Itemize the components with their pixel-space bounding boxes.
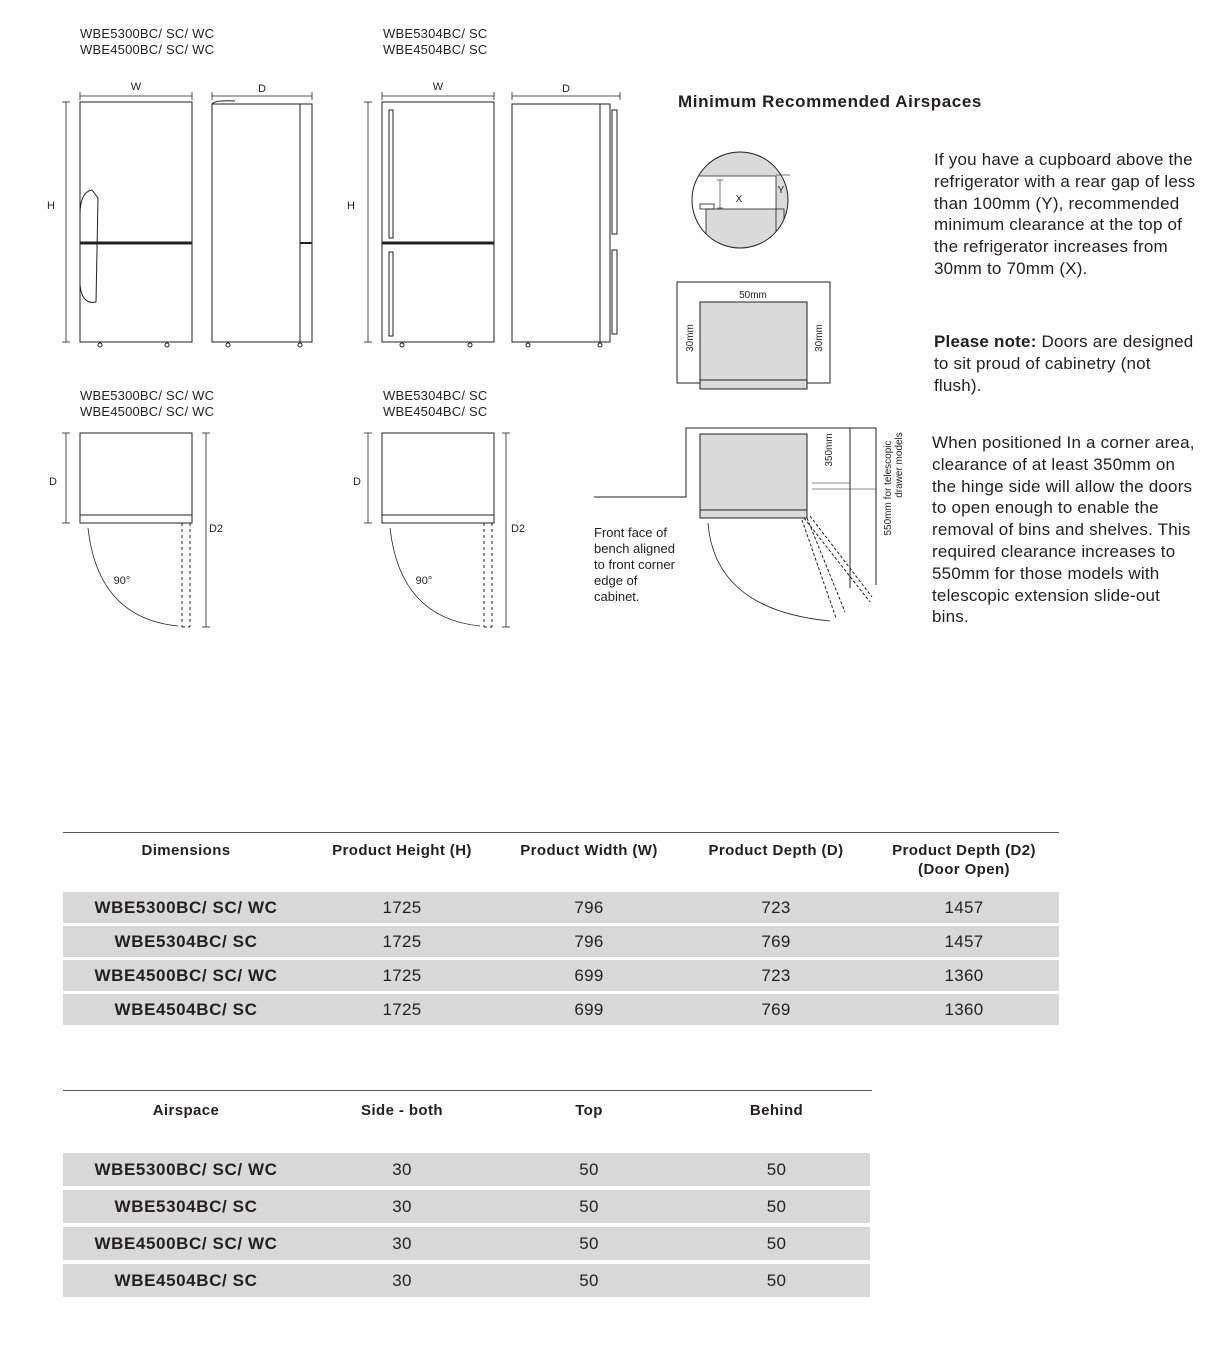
top-cell: 50 [495,1264,683,1297]
width-letter: W [432,81,444,93]
col-header: Top [575,1102,603,1119]
top-clearance-label: 50mm [739,290,767,301]
height-cell: 1725 [309,892,495,923]
side-cell: 30 [309,1153,495,1186]
top-cell: 50 [495,1190,683,1223]
table-top-rule [63,832,1059,833]
model-cell: WBE5304BC/ SC [63,1190,309,1223]
behind-cell: 50 [683,1227,870,1260]
model-line: WBE5304BC/ SC [383,388,488,403]
model-cell: WBE5304BC/ SC [63,926,309,957]
behind-cell: 50 [683,1190,870,1223]
depth-cell: 769 [683,926,869,957]
depth-letter: D [353,476,361,488]
angle-label: 90° [113,575,131,587]
col-header: Dimensions [141,842,231,859]
table-header-row [63,841,1059,889]
model-line: WBE5300BC/ SC/ WC [80,26,215,41]
col-header-line: (Door Open) [918,861,1010,878]
table-row [63,1264,870,1297]
depth-letter: D [258,83,266,95]
top-cell: 50 [495,1153,683,1186]
bench-note-line: bench aligned [594,541,675,556]
table-row [63,994,1059,1025]
height-cell: 1725 [309,926,495,957]
dimensions-table [63,838,1059,1028]
left-clearance-label: 30mm [685,324,696,352]
right-clearance-label: 30mm [814,324,825,352]
depth-open-cell: 1360 [869,994,1059,1025]
angle-label: 90° [415,575,433,587]
table-row [63,960,1059,991]
depth-cell: 723 [683,960,869,991]
fridge-dimension-diagrams [0,0,680,660]
model-cell: WBE4504BC/ SC [63,994,309,1025]
bench-note [594,525,675,605]
height-letter: H [47,200,55,212]
depth-letter: D [49,476,57,488]
side-cell: 30 [309,1264,495,1297]
bench-note-line: edge of [594,573,638,588]
model-line: WBE4500BC/ SC/ WC [80,42,215,57]
model-cell: WBE5300BC/ SC/ WC [63,1153,309,1186]
width-cell: 699 [495,960,683,991]
cupboard-gap-paragraph: If you have a cupboard above the refrigerator with a rear gap of less than 100mm (Y), recommended minimum clearance at the top of the refrigerator increases from 30mm to 70mm (X). [934,150,1196,278]
model-line: WBE5304BC/ SC [383,26,488,41]
front-view-left [62,92,192,347]
depth-open-cell: 1360 [869,960,1059,991]
col-header [869,841,1059,889]
bench-note-line: cabinet. [594,589,640,604]
behind-cell: 50 [683,1153,870,1186]
d2-letter: D2 [510,523,526,535]
airspace-detail-circle [690,150,806,254]
d2-letter: D2 [208,523,224,535]
col-header: Product Depth (D) [708,842,844,859]
model-cell: WBE5300BC/ SC/ WC [63,892,309,923]
col-header-line: Product Depth (D2) [892,842,1036,859]
depth-letter: D [562,83,570,95]
front-view-right [364,92,494,347]
col-header: Product Height (H) [332,842,472,859]
model-cell: WBE4504BC/ SC [63,1264,309,1297]
airspaces-heading: Minimum Recommended Airspaces [678,92,982,111]
corner-clearance-label: 350mm [824,433,835,467]
model-line: WBE4500BC/ SC/ WC [80,404,215,419]
side-view-left [212,92,312,347]
doors-note-paragraph [934,331,1199,396]
height-cell: 1725 [309,994,495,1025]
top-cell: 50 [495,1227,683,1260]
table-top-rule [63,1090,872,1091]
height-letter: H [347,200,355,212]
depth-cell: 769 [683,994,869,1025]
behind-cell: 50 [683,1264,870,1297]
width-cell: 796 [495,926,683,957]
depth-open-cell: 1457 [869,892,1059,923]
y-label: Y [777,185,785,196]
table-header-row [63,1101,870,1149]
col-header: Airspace [152,1102,220,1119]
height-cell: 1725 [309,960,495,991]
bench-note-line: to front corner [594,557,675,572]
top-view-right [364,433,510,627]
width-cell: 796 [495,892,683,923]
table-row [63,926,1059,957]
col-header: Side - both [361,1102,443,1119]
table-row [63,1190,870,1223]
x-label: X [735,194,743,205]
model-cell: WBE4500BC/ SC/ WC [63,1227,309,1260]
airspace-table [63,1097,870,1301]
model-cell: WBE4500BC/ SC/ WC [63,960,309,991]
depth-cell: 723 [683,892,869,923]
model-line: WBE5300BC/ SC/ WC [80,388,215,403]
note-label: Please note: [934,332,1037,351]
depth-open-cell: 1457 [869,926,1059,957]
side-cell: 30 [309,1227,495,1260]
bench-note-line: Front face of [594,525,667,540]
top-view-left [62,433,210,627]
col-header: Behind [749,1102,804,1119]
model-line: WBE4504BC/ SC [383,42,488,57]
telescopic-label-line2: drawer models [894,432,905,498]
model-line: WBE4504BC/ SC [383,404,488,419]
table-row [63,1153,870,1186]
col-header: Product Width (W) [520,842,658,859]
table-row [63,892,1059,923]
note-text: Doors are designed to sit proud of cabinetry (not flush). [934,332,1194,395]
table-row [63,1227,870,1260]
telescopic-label-line1: 550mm for telescopic [883,440,894,536]
corner-clearance-paragraph: When positioned In a corner area, clearance of at least 350mm on the hinge side will allow the doors to open enough to enable the removal of bins and shelves. This required clearance increases to 550mm for those models with telescopic extension slide-out bins. [932,433,1195,627]
width-cell: 699 [495,994,683,1025]
side-cell: 30 [309,1190,495,1223]
width-letter: W [130,81,142,93]
